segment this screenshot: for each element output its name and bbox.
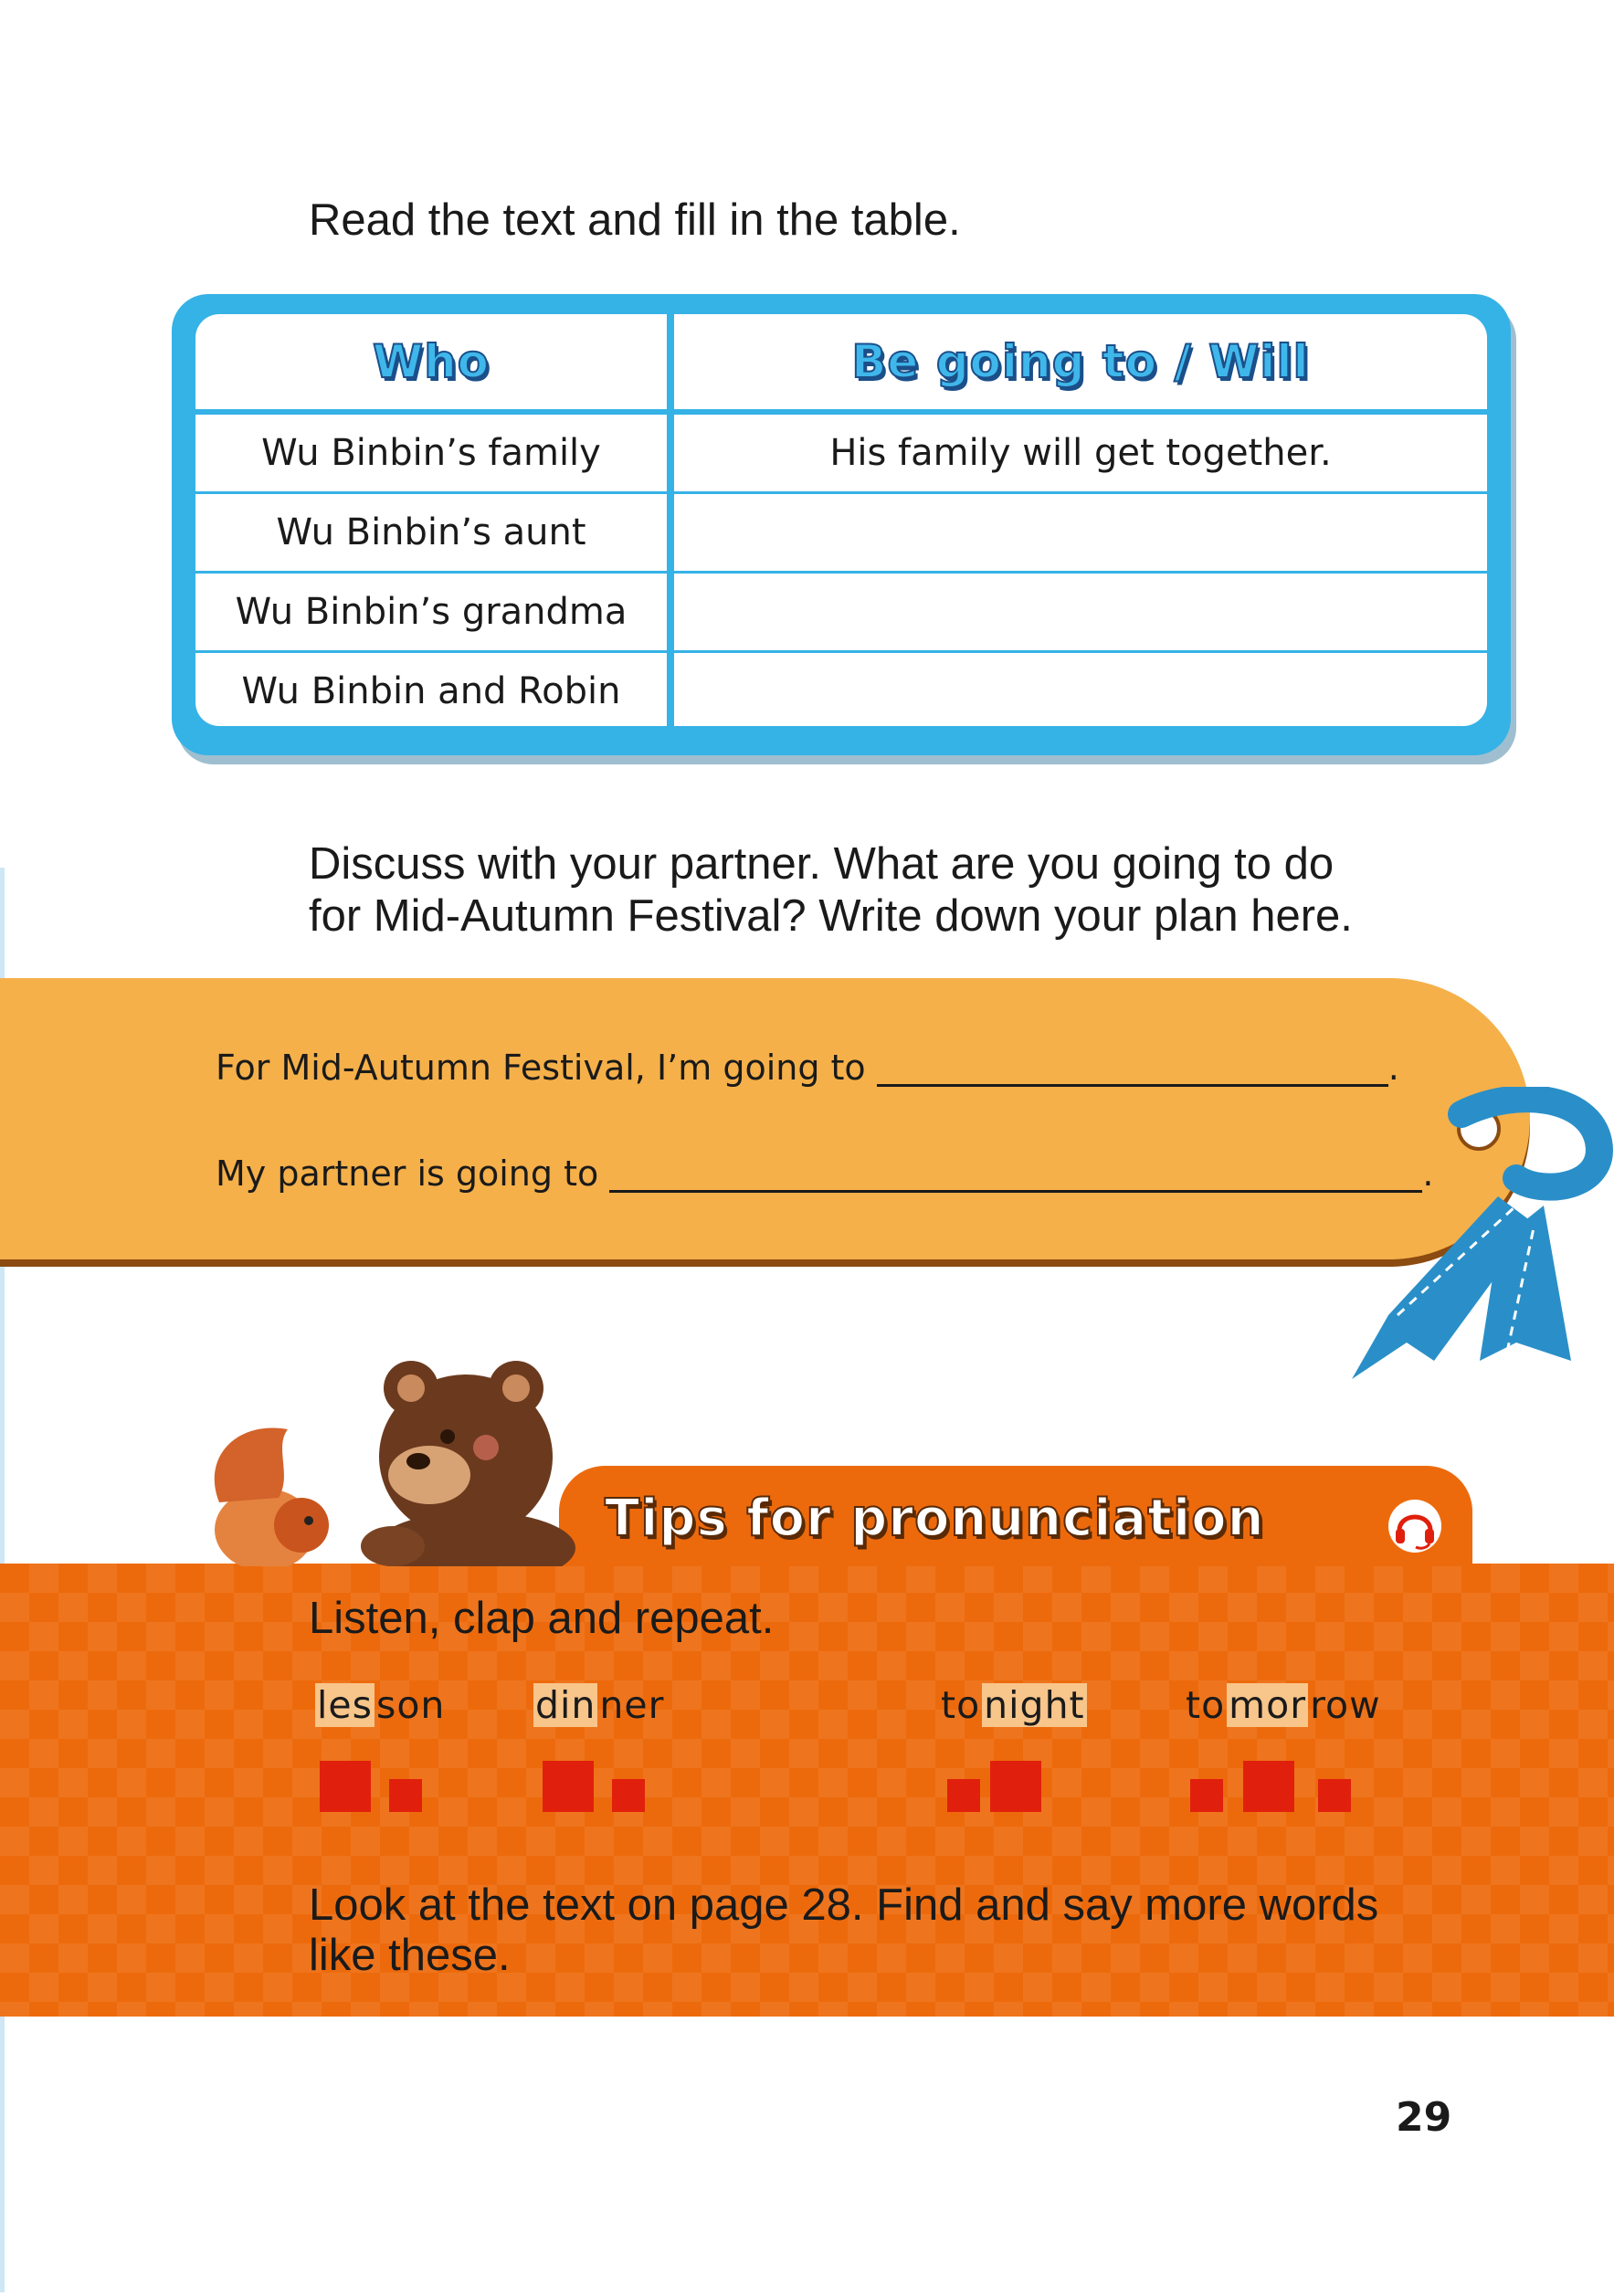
plan-line-2 [216, 1153, 1433, 1194]
tips-look-line1: Look at the text on page 28. Find and say more words [309, 1880, 1379, 1930]
tips-look-line2: like these. [309, 1931, 511, 1980]
instruction-read: Read the text and fill in the table. [309, 195, 961, 245]
page-number: 29 [1396, 2094, 1452, 2141]
row-who: Wu Binbin and Robin [195, 652, 670, 727]
tips-band [0, 1564, 1614, 2017]
stress-block-big [1243, 1761, 1294, 1812]
syllable: to [1186, 1683, 1226, 1727]
stress-block-big [543, 1761, 594, 1812]
fill-in-table [195, 314, 1487, 726]
stress-block-big [990, 1761, 1041, 1812]
plan-line-1-text: For Mid-Autumn Festival, I’m going to [216, 1048, 866, 1088]
word-tonight [939, 1683, 1087, 1727]
instruction-discuss-line2: for Mid-Autumn Festival? Write down your plan here. [309, 891, 1353, 941]
syllable: ner [599, 1683, 665, 1727]
plan-line-1-end: . [1387, 1048, 1399, 1088]
plan-line-2-text: My partner is going to [216, 1153, 599, 1194]
tips-instruction: Listen, clap and repeat. [309, 1594, 775, 1643]
header-be-going-to-will: Be going to / Will [670, 314, 1487, 412]
row-who: Wu Binbin’s aunt [195, 493, 670, 573]
row-answer-blank[interactable] [670, 573, 1487, 652]
plan-line-2-end: . [1422, 1153, 1434, 1194]
syllable: to [941, 1683, 981, 1727]
table-inner [195, 314, 1487, 726]
table-row [195, 573, 1487, 652]
syllable: row [1310, 1683, 1381, 1727]
row-who: Wu Binbin’s grandma [195, 573, 670, 652]
mascots-icon [201, 1338, 585, 1566]
header-who: Who [195, 314, 670, 412]
table-row [195, 493, 1487, 573]
tips-title: Tips for pronunciation [605, 1489, 1265, 1548]
stress-block-small [612, 1779, 645, 1812]
headphones-icon[interactable] [1387, 1498, 1443, 1554]
plan-blank-2[interactable] [609, 1153, 1422, 1193]
stress-block-small [389, 1779, 422, 1812]
row-answer: His family will get together. [829, 432, 1332, 474]
table-row [195, 412, 1487, 493]
word-dinner [533, 1683, 666, 1727]
syllable-stressed: les [317, 1683, 373, 1727]
syllable-stressed: mor [1229, 1683, 1307, 1727]
stress-block-big [320, 1761, 371, 1812]
stress-block-small [947, 1779, 980, 1812]
stress-block-small [1190, 1779, 1223, 1812]
stress-block-small [1318, 1779, 1351, 1812]
ribbon-icon [1114, 1087, 1614, 1388]
plan-blank-1[interactable] [877, 1048, 1388, 1087]
word-lesson [315, 1683, 447, 1727]
table-row [195, 652, 1487, 727]
instruction-discuss-line1: Discuss with your partner. What are you going to do [309, 839, 1334, 889]
syllable: son [375, 1683, 446, 1727]
plan-line-1 [216, 1048, 1399, 1088]
row-who: Wu Binbin’s family [195, 412, 670, 493]
row-answer-blank[interactable] [670, 493, 1487, 573]
row-answer-blank[interactable] [670, 652, 1487, 727]
syllable-stressed: din [535, 1683, 596, 1727]
table-header-row [195, 314, 1487, 412]
syllable-stressed: night [984, 1683, 1085, 1727]
activity-table [172, 294, 1511, 755]
word-tomorrow [1184, 1683, 1383, 1727]
